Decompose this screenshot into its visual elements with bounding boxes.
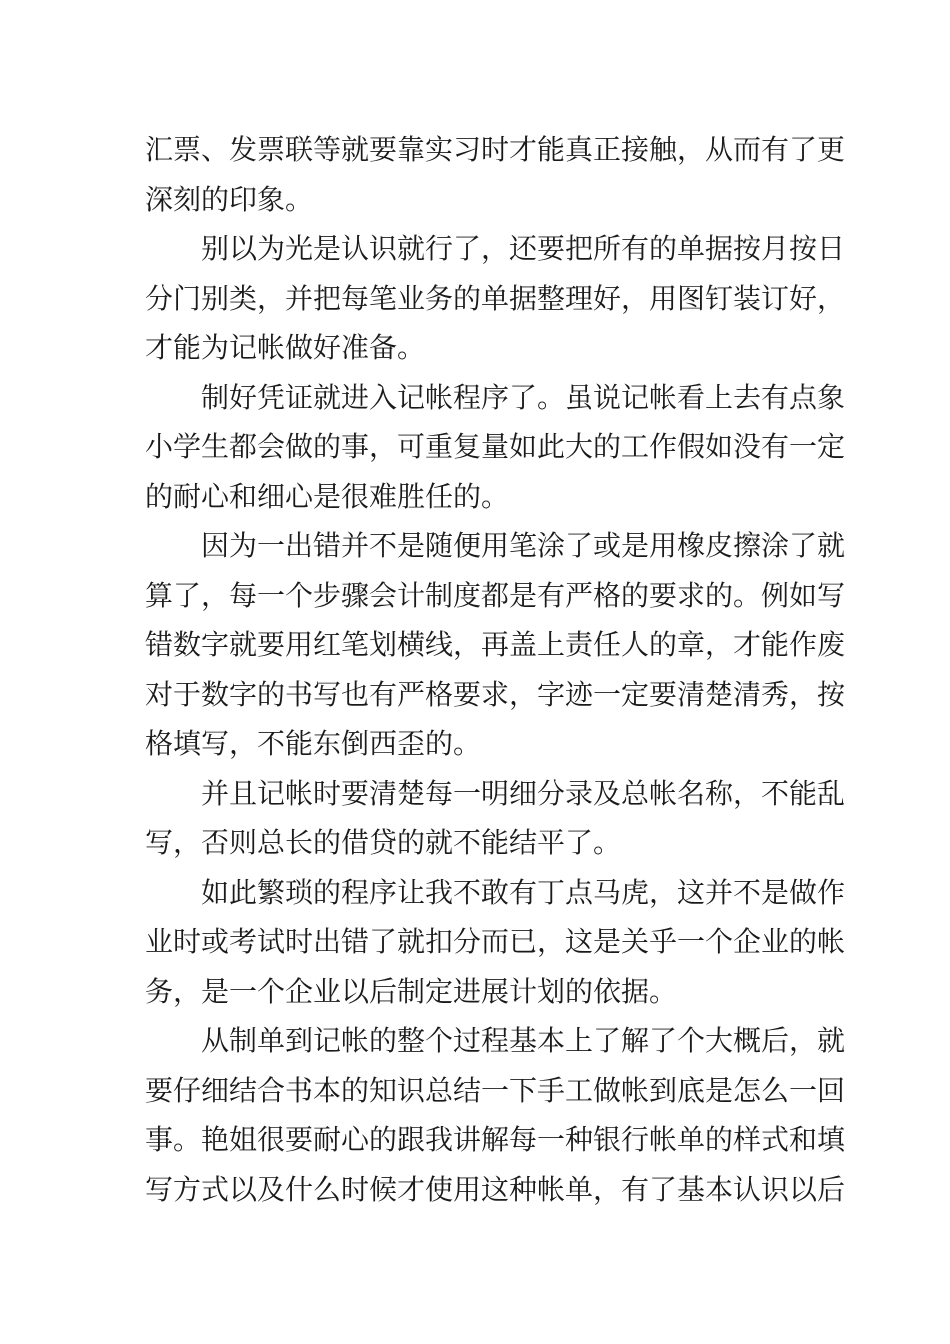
text-line: 才能为记帐做好准备。: [145, 331, 426, 364]
text-line: 的耐心和细心是很难胜任的。: [145, 479, 510, 513]
text-line: 写，否则总长的借贷的就不能结平了。: [145, 826, 622, 859]
document-body: [145, 125, 846, 1214]
paragraph: [145, 769, 846, 868]
text-line: 制好凭证就进入记帐程序了。虽说记帐看上去有点象: [201, 380, 846, 414]
paragraph: [145, 125, 846, 224]
paragraph: [145, 373, 846, 522]
text-line: 从制单到记帐的整个过程基本上了解了个大概后，就: [201, 1024, 846, 1057]
text-line: 写方式以及什么时候才使用这种帐单，有了基本认识以后: [145, 1172, 846, 1206]
paragraph: [145, 868, 846, 1017]
text-line: 别以为光是认识就行了，还要把所有的单据按月按日: [201, 232, 846, 265]
text-line: 分门别类，并把每笔业务的单据整理好，用图钉装订好，: [145, 281, 846, 315]
text-line: 事。艳姐很要耐心的跟我讲解每一种银行帐单的样式和填: [145, 1123, 846, 1156]
text-line: 算了，每一个步骤会计制度都是有严格的要求的。例如写: [145, 578, 846, 612]
paragraph: [145, 521, 846, 769]
text-line: 因为一出错并不是随便用笔涂了或是用橡皮擦涂了就: [201, 529, 846, 562]
text-line: 格填写，不能东倒西歪的。: [145, 727, 482, 760]
text-line: 错数字就要用红笔划横线，再盖上责任人的章，才能作废: [145, 628, 846, 661]
text-line: 务，是一个企业以后制定进展计划的依据。: [145, 974, 678, 1008]
paragraph: [145, 1016, 846, 1214]
text-line: 深刻的印象。: [145, 182, 314, 216]
text-line: 小学生都会做的事，可重复量如此大的工作假如没有一定: [145, 430, 846, 463]
text-line: 如此繁琐的程序让我不敢有丁点马虎，这并不是做作: [201, 875, 846, 909]
text-line: 要仔细结合书本的知识总结一下手工做帐到底是怎么一回: [145, 1073, 846, 1107]
text-line: 并且记帐时要清楚每一明细分录及总帐名称，不能乱: [201, 776, 846, 810]
text-line: 业时或考试时出错了就扣分而已，这是关乎一个企业的帐: [145, 925, 846, 958]
text-line: 对于数字的书写也有严格要求，字迹一定要清楚清秀，按: [145, 677, 846, 711]
text-line: 汇票、发票联等就要靠实习时才能真正接触，从而有了更: [145, 133, 846, 166]
paragraph: [145, 224, 846, 373]
